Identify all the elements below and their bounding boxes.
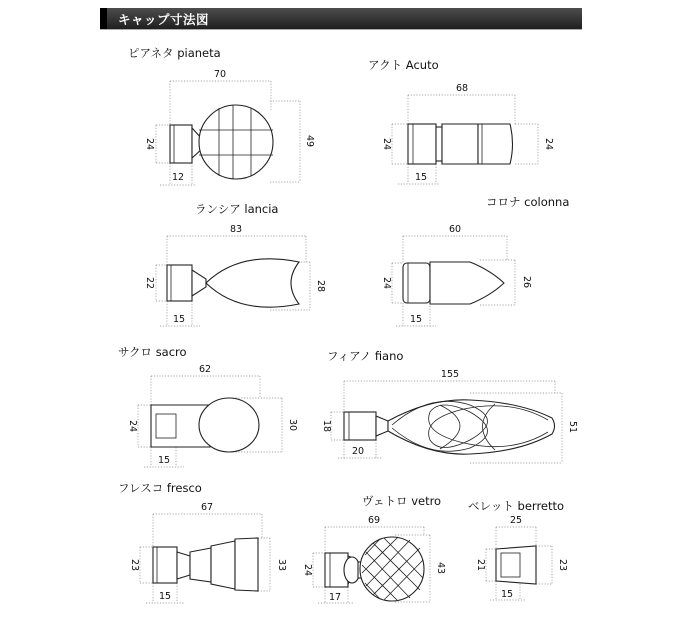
cap-fiano <box>321 349 578 463</box>
dimension-label: 26 <box>521 275 532 289</box>
dimension-label: 155 <box>440 369 460 380</box>
dimension-label: 15 <box>172 314 186 325</box>
cap-pianeta <box>128 46 315 185</box>
dimension-label: 23 <box>129 558 140 572</box>
cap-name: サクロ sacro <box>118 345 187 359</box>
dimension-label: 68 <box>455 83 469 94</box>
dimension-label: 23 <box>557 558 568 572</box>
dimension-label: 17 <box>328 592 342 603</box>
dimension-label: 49 <box>304 134 315 148</box>
dimension-label: 24 <box>302 563 313 577</box>
cap-name: アクト Acuto <box>368 58 439 72</box>
dimension-label: 24 <box>127 419 138 433</box>
dimension-label: 15 <box>414 172 428 183</box>
cap-name: ピアネタ pianeta <box>128 46 221 60</box>
dimension-label: 20 <box>351 446 365 457</box>
dimension-label: 70 <box>213 69 227 80</box>
dimension-label: 60 <box>448 224 462 235</box>
dimension-label: 12 <box>171 172 185 183</box>
dimension-label: 22 <box>144 276 155 290</box>
dimension-label: 67 <box>200 502 214 513</box>
dimension-label: 28 <box>315 279 326 293</box>
section-title: キャップ寸法図 <box>118 12 210 27</box>
cap-lancia <box>144 202 326 326</box>
dimension-label: 69 <box>367 515 381 526</box>
dimension-label: 15 <box>500 589 514 600</box>
dimension-label: 30 <box>287 418 298 432</box>
cap-name: ヴェトロ vetro <box>362 494 442 508</box>
cap-fresco <box>118 481 287 603</box>
dimension-label: 15 <box>157 455 171 466</box>
cap-colonna <box>381 195 569 326</box>
dimension-label: 18 <box>321 419 332 433</box>
cap-name: ベレット berretto <box>468 499 565 513</box>
dimension-label: 25 <box>509 515 523 526</box>
dimension-label: 21 <box>475 558 486 572</box>
cap-berretto <box>468 499 568 600</box>
dimension-label: 24 <box>381 276 392 290</box>
cap-acuto <box>368 58 554 184</box>
cap-name: フィアノ fiano <box>327 349 404 363</box>
cap-name: コロナ colonna <box>486 195 570 209</box>
cap-sacro <box>118 345 298 467</box>
dimension-label: 43 <box>435 561 446 575</box>
dimension-label: 24 <box>381 137 392 151</box>
cap-vetro <box>302 494 446 603</box>
cap-name: フレスコ fresco <box>118 481 202 495</box>
dimension-label: 83 <box>229 224 243 235</box>
cap-name: ランシア lancia <box>195 202 279 216</box>
dimension-label: 24 <box>543 137 554 151</box>
dimension-label: 15 <box>409 314 423 325</box>
dimension-label: 33 <box>276 558 287 572</box>
dimension-label: 62 <box>198 364 212 375</box>
dimension-label: 24 <box>144 137 155 151</box>
dimension-label: 51 <box>567 420 578 434</box>
dimension-label: 15 <box>158 591 172 602</box>
